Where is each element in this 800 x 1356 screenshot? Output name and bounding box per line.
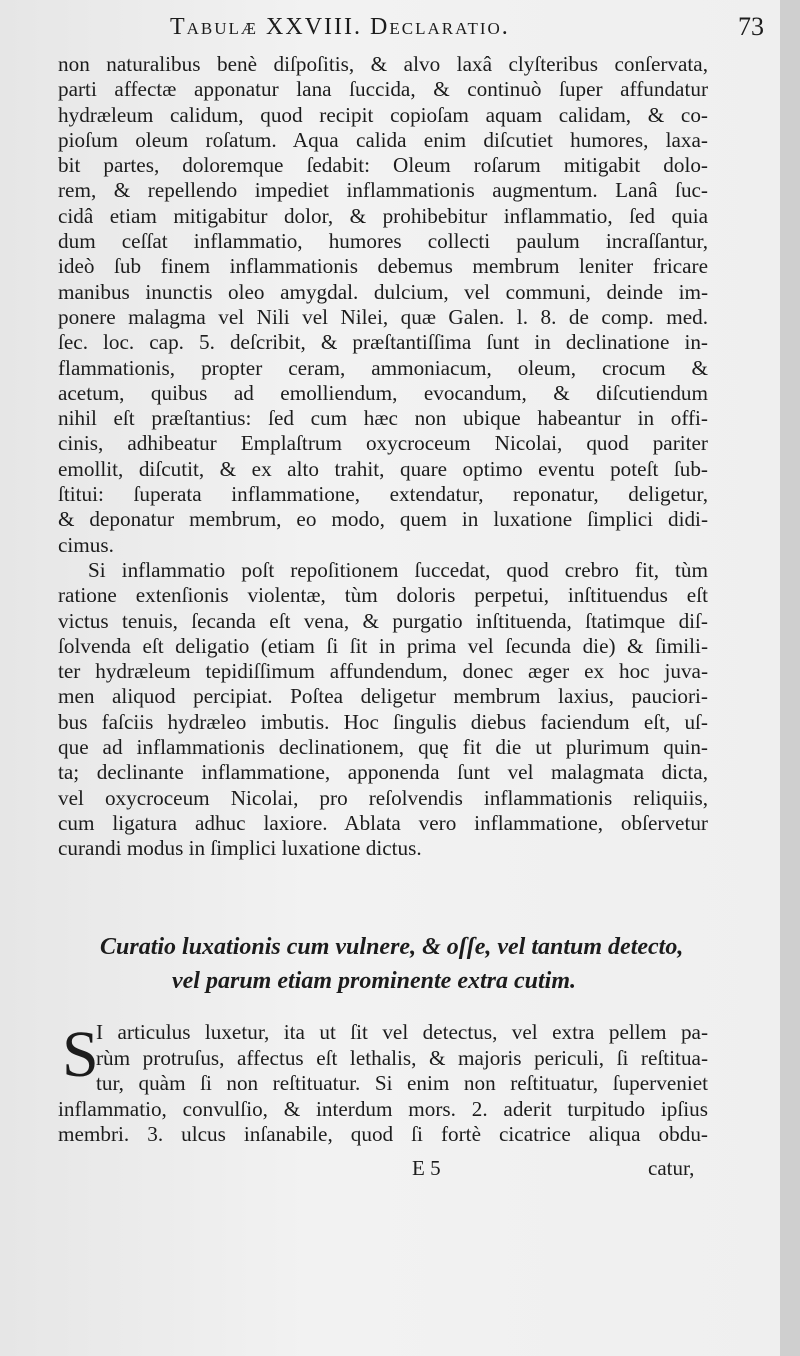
catchword: catur, [648,1156,695,1180]
heading-line-1: Curatio luxationis cum vulnere, & oſſe, vel tantum detecto, [100,934,684,960]
text-line: non naturalibus benè diſpoſitis, & alvo laxâ clyſteribus conſervata, [58,52,708,76]
main-text [58,52,708,862]
text-line: vel oxycroceum Nicolai, pro reſolvendis inflammationis reliquiis, [58,785,708,810]
text-line: hydræleum calidum, quod recipit copioſam aquam calidam, & co- [58,102,708,127]
text-line: ponere malagma vel Nili vel Nilei, quæ Galen. l. 8. de comp. med. [58,304,708,329]
section-heading [100,930,710,998]
text-line: tur, quàm ſi non reſtituatur. Si enim non reſtituatur, ſuperveniet [96,1071,708,1096]
text-line: curandi modus in ſimplici luxatione dictus. [58,836,422,861]
text-line: manibus inunctis oleo amygdal. dulcium, vel communi, deinde im- [58,279,708,304]
paragraph-start-line: Si inflammatio poſt repoſitionem ſuccedat, quod crebro fit, tùm [88,557,708,582]
text-line: ter hydræleum tepidiſſimum affundendum, donec æger ex hoc juva- [58,659,708,684]
text-line: ratione extenſionis violentæ, tùm doloris perpetui, inſtituendus eſt [58,583,708,608]
text-line: cimus. [58,532,114,557]
heading-line-2: vel parum etiam prominente extra cutim. [172,968,576,994]
text-line: parti affectæ apponatur lana ſuccida, & continuò ſuper affundatur [58,77,708,102]
page-number: 73 [738,12,764,41]
text-line: men aliquod percipiat. Poſtea deligetur membrum laxius, pauciori- [58,684,708,709]
page-footer [0,1156,780,1192]
text-line: membri. 3. ulcus inſanabile, quod ſi fortè cicatrice aliqua obdu- [58,1122,708,1147]
text-line: ſec. loc. cap. 5. deſcribit, & præſtantiſſima ſunt in declinatione in- [58,330,708,355]
text-line: bit partes, doloremque ſedabit: Oleum roſarum mitigabit dolo- [58,153,708,178]
text-line: inflammatio, convulſio, & interdum mors. 2. aderit turpitudo ipſius [58,1096,708,1121]
text-line: rùm protruſus, affectus eſt lethalis, & majoris periculi, ſi reſtitua- [96,1045,708,1070]
running-head: Tabulæ XXVIII. Declaratio. [170,14,510,40]
text-line: rem, & repellendo impediet inflammationis augmentum. Lanâ ſuc- [58,178,708,203]
text-line: dum ceſſat inflammatio, humores collecti paulum incraſſantur, [58,229,708,254]
text-line: cinis, adhibeatur Emplaſtrum oxycroceum Nicolai, quod pariter [58,431,708,456]
text-line: ſtitui: ſuperata inflammatione, extendatur, reponatur, deligetur, [58,482,708,507]
text-line: pioſum oleum roſatum. Aqua calida enim diſcutiet humores, laxa- [58,127,708,152]
text-line: cum ligatura adhuc laxiore. Ablata vero inflammatione, obſervetur [58,810,708,835]
signature-mark: E 5 [412,1156,441,1180]
text-line: que ad inflammationis declinationem, quę fit die ut plurimum quin- [58,735,708,760]
drop-cap: S [62,1018,99,1091]
text-line: ſolvenda eſt deligatio (etiam ſi ſit in prima vel ſecunda die) & ſimili- [58,633,708,658]
text-line: ideò ſub finem inflammationis debemus membrum leniter fricare [58,254,708,279]
text-line: bus faſciis hydræleo imbutis. Hoc ſingulis diebus faciendum eſt, uſ- [58,709,708,734]
text-line: I articulus luxetur, ita ut ſit vel detectus, vel extra pellem pa- [96,1020,708,1044]
text-line: flammationis, propter ceram, ammoniacum, oleum, crocum & [58,355,708,380]
text-line: emollit, diſcutit, & ex alto trahit, quare optimo eventu poteſt ſub- [58,456,708,481]
text-line: acetum, quibus ad emolliendum, evocandum, & diſcutiendum [58,380,708,405]
text-line: nihil eſt præſtantius: ſed cum hæc non ubique habeantur in offi- [58,406,708,431]
text-line: victus tenuis, ſecanda eſt vena, & purgatio inſtituenda, ſtatimque diſ- [58,608,708,633]
text-line: & deponatur membrum, eo modo, quem in luxatione ſimplici didi- [58,507,708,532]
text-line: ta; declinante inflammatione, apponenda ſunt vel malagmata dicta, [58,760,708,785]
section-text [58,1020,708,1148]
page-header [0,12,780,52]
text-line: cidâ etiam mitigabitur dolor, & prohibebitur inflammatio, ſed quia [58,203,708,228]
